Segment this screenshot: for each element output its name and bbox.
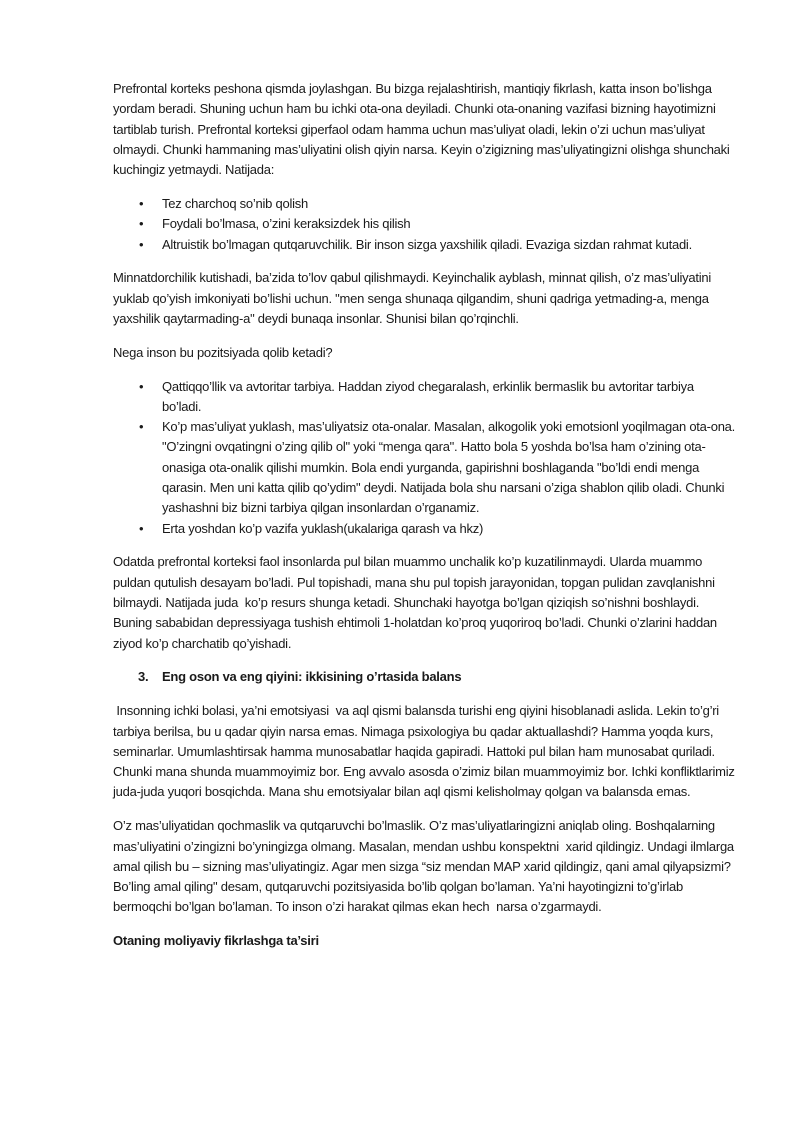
- bullet-icon: •: [139, 520, 144, 536]
- bullet-list: [113, 194, 736, 255]
- list-item: [139, 417, 739, 518]
- list-item-text: Erta yoshdan ko’p vazifa yuklash(ukalariga qarash va hkz): [162, 520, 484, 536]
- list-item: [139, 519, 736, 539]
- paragraph: Minnatdorchilik kutishadi, ba’zida to’lov qabul qilishmaydi. Keyinchalik ayblash, minnat qilish, o’z mas’uliyatini yuklab qo’yish imkoniyati bo’lishi uchun. "men senga shunaqa qilgandim, shuni qadriga yetmading-a, menga yaxshilik qaytarmading-a" deydi bunaqa insonlar. Shunisi bilan qo’rqinchli.: [113, 270, 715, 326]
- section-heading-numbered: [138, 667, 736, 687]
- bullet-icon: •: [139, 195, 144, 211]
- paragraph: Odatda prefrontal korteksi faol insonlarda pul bilan muammo unchalik ko’p kuzatilinmaydi. Ularda muammo puldan qutulish desayam bo’ladi. Pul topishadi, mana shu pul topish jarayonidan, topgan pulidan zavqlanishni bilmaydi. Natijada juda ko’p resurs shunga ketadi. Shunchaki hayotga bo’lgan qiziqish so’nishni boshlaydi. Buning sababidan depressiyaga tushish ehtimoli 1-holatdan ko’proq yuqoriroq bo’ladi. Chunki o’zlarini haddan ziyod ko’p charchatib qo’yishadi.: [113, 554, 721, 651]
- list-item: [139, 194, 736, 214]
- bullet-list: [113, 377, 739, 539]
- paragraph: Prefrontal korteks peshona qismda joylashgan. Bu bizga rejalashtirish, mantiqiy fikrlash, katta inson bo’lishga yordam beradi. Shuning uchun ham bu ichki ota-ona deyiladi. Chunki ota-onaning vazifasi bizning hayotimizni tartiblab turish. Prefrontal korteksi giperfaol odam hamma uchun mas’uliyat oladi, lekin o’zi uchun mas’uliyat olmaydi. Chunki hammaning mas’uliyatini olish qiyin narsa. Keyin o’zigizning mas’uliyatingizni olishga shunchaki kuchingiz yetmaydi. Natijada:: [113, 81, 733, 178]
- list-item-text: Altruistik bo’lmagan qutqaruvchilik. Bir inson sizga yaxshilik qiladi. Evaziga sizdan rahmat kutadi.: [162, 236, 692, 252]
- list-item-text: Ko’p mas’uliyat yuklash, mas’uliyatsiz ota-onalar. Masalan, alkogolik yoki emotsionl yoqilmagan ota-ona. "O’zingni ovqatingni o’zing qilib ol" yoki “menga qara". Hatto bola 5 yoshda bo’lsa ham o’zining ota-onasiga ota-onalik qilishi mumkin. Bola endi yurganda, gapirishni boshlaganda "bo’ldi endi menga qarasin. Men uni katta qilib qo’ydim" deydi. Natijada bola shu narsani o’ziga shablon qilib oladi. Chunki yashashni biz bizni tarbiya qilgan insonlardan o’rganamiz.: [162, 419, 739, 516]
- list-item-text: Tez charchoq so’nib qolish: [162, 195, 308, 211]
- paragraph: Nega inson bu pozitsiyada qolib ketadi?: [113, 344, 333, 360]
- list-item-text: Qattiqqo’llik va avtoritar tarbiya. Haddan ziyod chegaralash, erkinlik bermaslik bu avtoritar tarbiya bo’ladi.: [162, 378, 698, 414]
- heading-number: 3.: [138, 669, 149, 685]
- bullet-icon: •: [139, 378, 144, 394]
- list-item: [139, 377, 736, 418]
- bullet-icon: •: [139, 419, 144, 435]
- heading-text: Eng oson va eng qiyini: ikkisining o’rtasida balans: [162, 669, 462, 685]
- bullet-icon: •: [139, 236, 144, 252]
- list-item: [139, 214, 736, 234]
- list-item-text: Foydali bo’lmasa, o’zini keraksizdek his qilish: [162, 216, 411, 232]
- paragraph: Insonning ichki bolasi, ya’ni emotsiyasi va aql qismi balansda turishi eng qiyini hisoblanadi aslida. Lekin to’g’ri tarbiya berilsa, bu u qadar qiyin narsa emas. Nimaga psixologiya bu qadar aktuallashdi? Hamma yoqda kurs, seminarlar. Umumlashtirsak hamma munosabatlar haqida gapiradi. Hattoki pul bilan ham munosabat quriladi. Chunki mana shunda muammoyimiz bor. Eng avvalo asosda o’zimiz bilan muammoyimiz bor. Ichki konfliktlarimiz juda-juda yuqori bosqichda. Mana shu emotsiyalar bilan aql qismi kelisholmay qolgan va balansda emas.: [113, 703, 738, 800]
- paragraph: O’z mas’uliyatidan qochmaslik va qutqaruvchi bo’lmaslik. O’z mas’uliyatlaringizni aniqlab oling. Boshqalarning mas’uliyatini o’zingizni bo’yningizga olmang. Masalan, mendan ushbu konspektni xarid qildingiz. Undagi ilmlarga amal qilish bu – sizning mas’uliyatingiz. Agar men sizga “siz mendan MAP xarid qildingiz, qani amal qilyapsizmi? Bo’ling amal qiling" desam, qutqaruvchi pozitsiyasida bo’lib qolgan bo’laman. Ya’ni hayotingizni to’g’irlab bermoqchi bo’lgan bo’laman. To inson o’zi harakat qilmas ekan hech narsa o’zgarmaydi.: [113, 818, 738, 915]
- section-heading: Otaning moliyaviy fikrlashga ta’siri: [113, 933, 319, 949]
- list-item: [139, 235, 736, 255]
- bullet-icon: •: [139, 216, 144, 232]
